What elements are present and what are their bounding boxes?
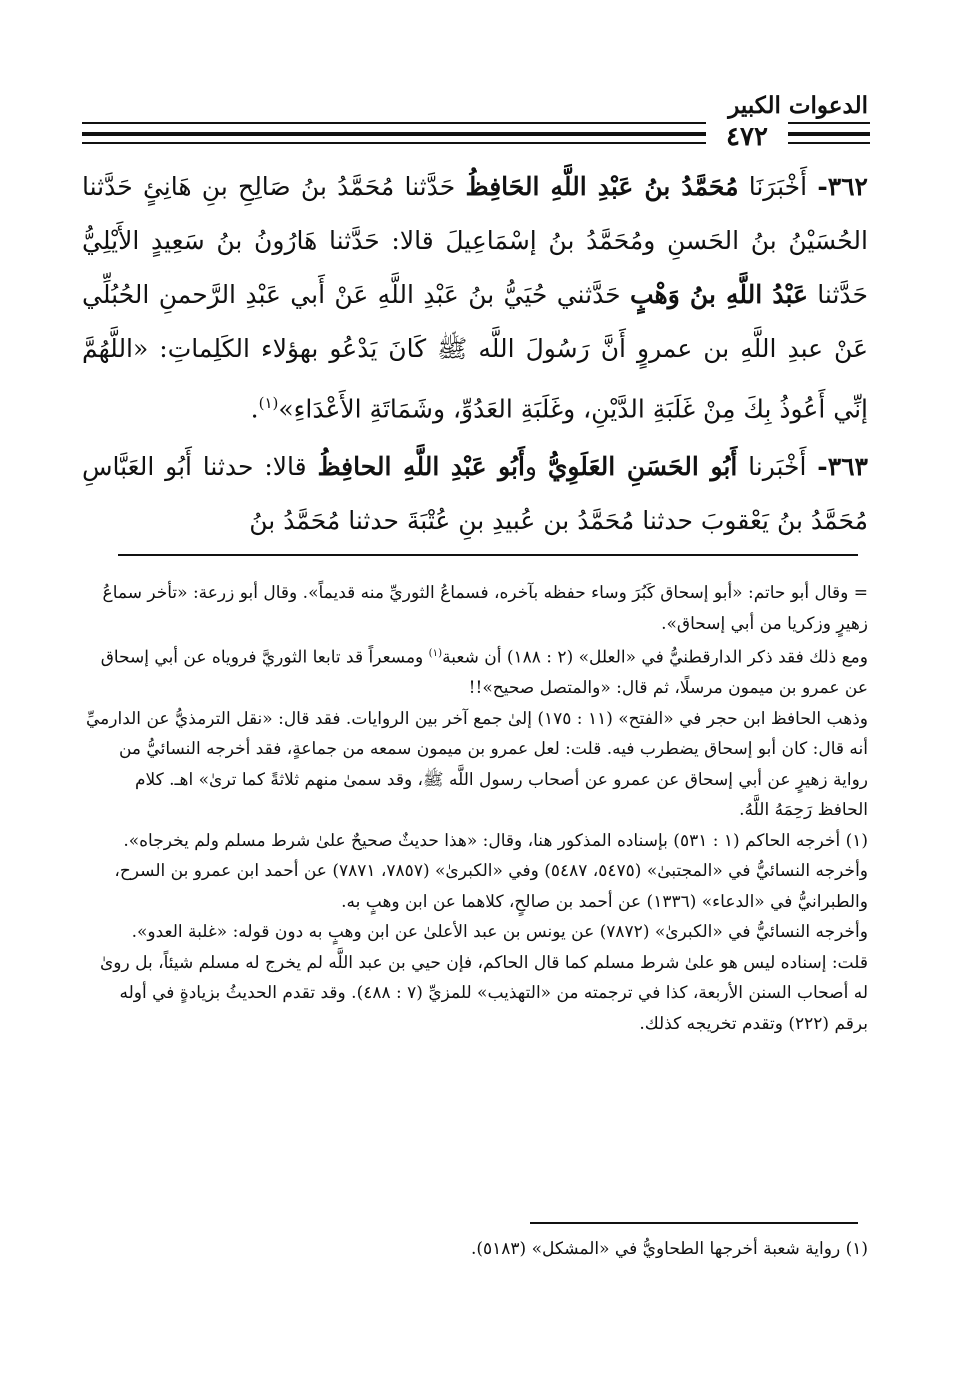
hadith-363: ٣٦٣- أَخْبَرنا أَبُو الحَسَنِ العَلَوِيُّ وأَبُو عَبْدِ اللَّهِ الحافِظُ قالا: حدثنا أَبُو العَبَّاسِ مُحَمَّدُ بنُ يَعْقوبَ حدثنا مُحَمَّدُ بن عُبيدِ بنِ عُتْبَةَ حدثنا مُحَمَّدُ بنُ <box>82 452 868 536</box>
page-number: ٤٧٢ <box>706 122 788 152</box>
narrator-name: عَبْدُ اللَّهِ بنُ وَهْبٍ <box>630 280 808 309</box>
footnote-separator <box>118 554 858 556</box>
narrator-name: أَبُو عَبْدِ اللَّهِ الحافِظُ <box>317 452 525 482</box>
sub-footnote-separator <box>530 1222 858 1224</box>
footnotes <box>82 578 868 1039</box>
running-header-title: الدعوات الكبير <box>728 92 868 119</box>
footnote-paragraph: (١) أخرجه الحاكم (١ : ٥٣١) بإسناده المذكور هنا، وقال: «هذا حديثٌ صحيحٌ علىٰ شرط مسلم ولم يخرجاه». <box>123 830 868 851</box>
footnote-marker: (١) <box>258 394 279 412</box>
narrator-name: مُحَمَّدُ بنُ عَبْدِ اللَّهِ الحَافِظُ <box>465 172 739 201</box>
footnote-paragraph: ومع ذلك فقد ذكر الدارقطنيُّ في «العلل» (٢ : ١٨٨) أن شعبة$^{(١)}$ ومسعراً قد تابعا الثوريَّ فروياه عن أبي إسحاق عن عمرو بن ميمون مرسلًا، ثم قال: «والمتصل صحيح»!! <box>100 647 868 699</box>
footnote-paragraph: وأخرجه النسائيُّ في «الكبرىٰ» (٧٨٧٢) عن يونس بن عبد الأعلىٰ عن ابن وهبٍ به دون قوله: «غلبة العدو». <box>131 922 868 943</box>
footnote-paragraph: = وقال أبو حاتم: «أبو إسحاق كَبُرَ وساء حفظه بآخره، فسماعُ الثوريِّ منه قديماً». وقال أبو زرعة: «تأخر سماعُ زهيرٍ وزكريا من أبي إسحاق». <box>102 583 868 634</box>
footnote-paragraph: وأخرجه النسائيُّ في «المجتبىٰ» (٥٤٧٥، ٥٤٨٧) وفي «الكبرىٰ» (٧٨٥٧، ٧٨٧١) عن أحمد ابن عمرو بن السرح، والطبرانيُّ في «الدعاء» (١٣٣٦) عن أحمد بن صالحٍ، كلاهما عن ابن وهبٍ به. <box>114 861 868 912</box>
narrator-name: أَبُو الحَسَنِ العَلَوِيُّ <box>547 452 738 482</box>
footnote-paragraph: وذهب الحافظ ابن حجر في «الفتح» (١١ : ١٧٥) إلىٰ جمع آخر بين الروايات. فقد قال: «نقل الترمذيُّ عن الدارميِّ أنه قال: كان أبو إسحاق يضطرب فيه. قلت: لعل عمرو بن ميمون سمعه من جماعةٍ، فقد أخرجه النسائيُّ من رواية زهيرٍ عن أبي إسحاق عن عمرو عن أصحاب رسول اللَّه ﷺ، وقد سمىٰ منهم ثلاثةً كما ترىٰ» اهـ. كلام الحافظ رَحِمَهُ اللَّهُ. <box>86 708 868 821</box>
hadith-number: ٣٦٣- <box>817 452 868 482</box>
hadith-362: ٣٦٢- أَخْبَرَنَا مُحَمَّدُ بنُ عَبْدِ اللَّهِ الحَافِظُ حَدَّثنا مُحَمَّدُ بنُ صَالِحِ بنِ هَانِئٍ حَدَّثنا الحُسَيْنُ بنُ الحَسنِ ومُحَمَّدُ بنُ إسْمَاعِيلَ قالا: حَدَّثنا هَارُونُ بنُ سَعِيدٍ الأَيْلِيُّ حَدَّثنا عَبْدُ اللَّهِ بنُ وَهْبٍ حَدَّثني حُيَيُّ بنُ عَبْدِ اللَّهِ عَنْ أَبي عَبْدِ الرَّحمنِ الحُبُلِّي عَنْ عبدِ اللَّهِ بن عمروٍ أَنَّ رَسُولَ اللَّه ﷺ كَانَ يَدْعُو بهؤلاء الكَلِماتِ: «اللَّهُمَّ إنِّي أَعُوذُ بِكَ مِنْ غَلَبَةِ الدَّيْنِ، وغَلَبَةِ العَدُوِّ، وشَمَاتَةِ الأَعْدَاءِ»$^{(١)}$. <box>82 172 868 424</box>
main-text <box>82 160 868 548</box>
sub-footnote: (١) رواية شعبة أخرجها الطحاويُّ في «المشكل» (٥١٨٣). <box>470 1239 868 1259</box>
footnote-marker: (١) <box>428 648 443 659</box>
footnote-paragraph: قلت: إسناده ليس هو علىٰ شرط مسلم كما قال الحاكم، فإن حيي بن عبد اللَّه لم يخرج له مسلم شيئاً، بل روىٰ له أصحاب السنن الأربعة، كذا في ترجمته من «التهذيب» للمزيِّ (٧ : ٤٨٨). وقد تقدم الحديثُ بزيادةٍ في أوله برقم (٢٢٢) وتقدم تخريجه كذلك. <box>99 952 868 1034</box>
hadith-number: ٣٦٢- <box>817 172 868 201</box>
